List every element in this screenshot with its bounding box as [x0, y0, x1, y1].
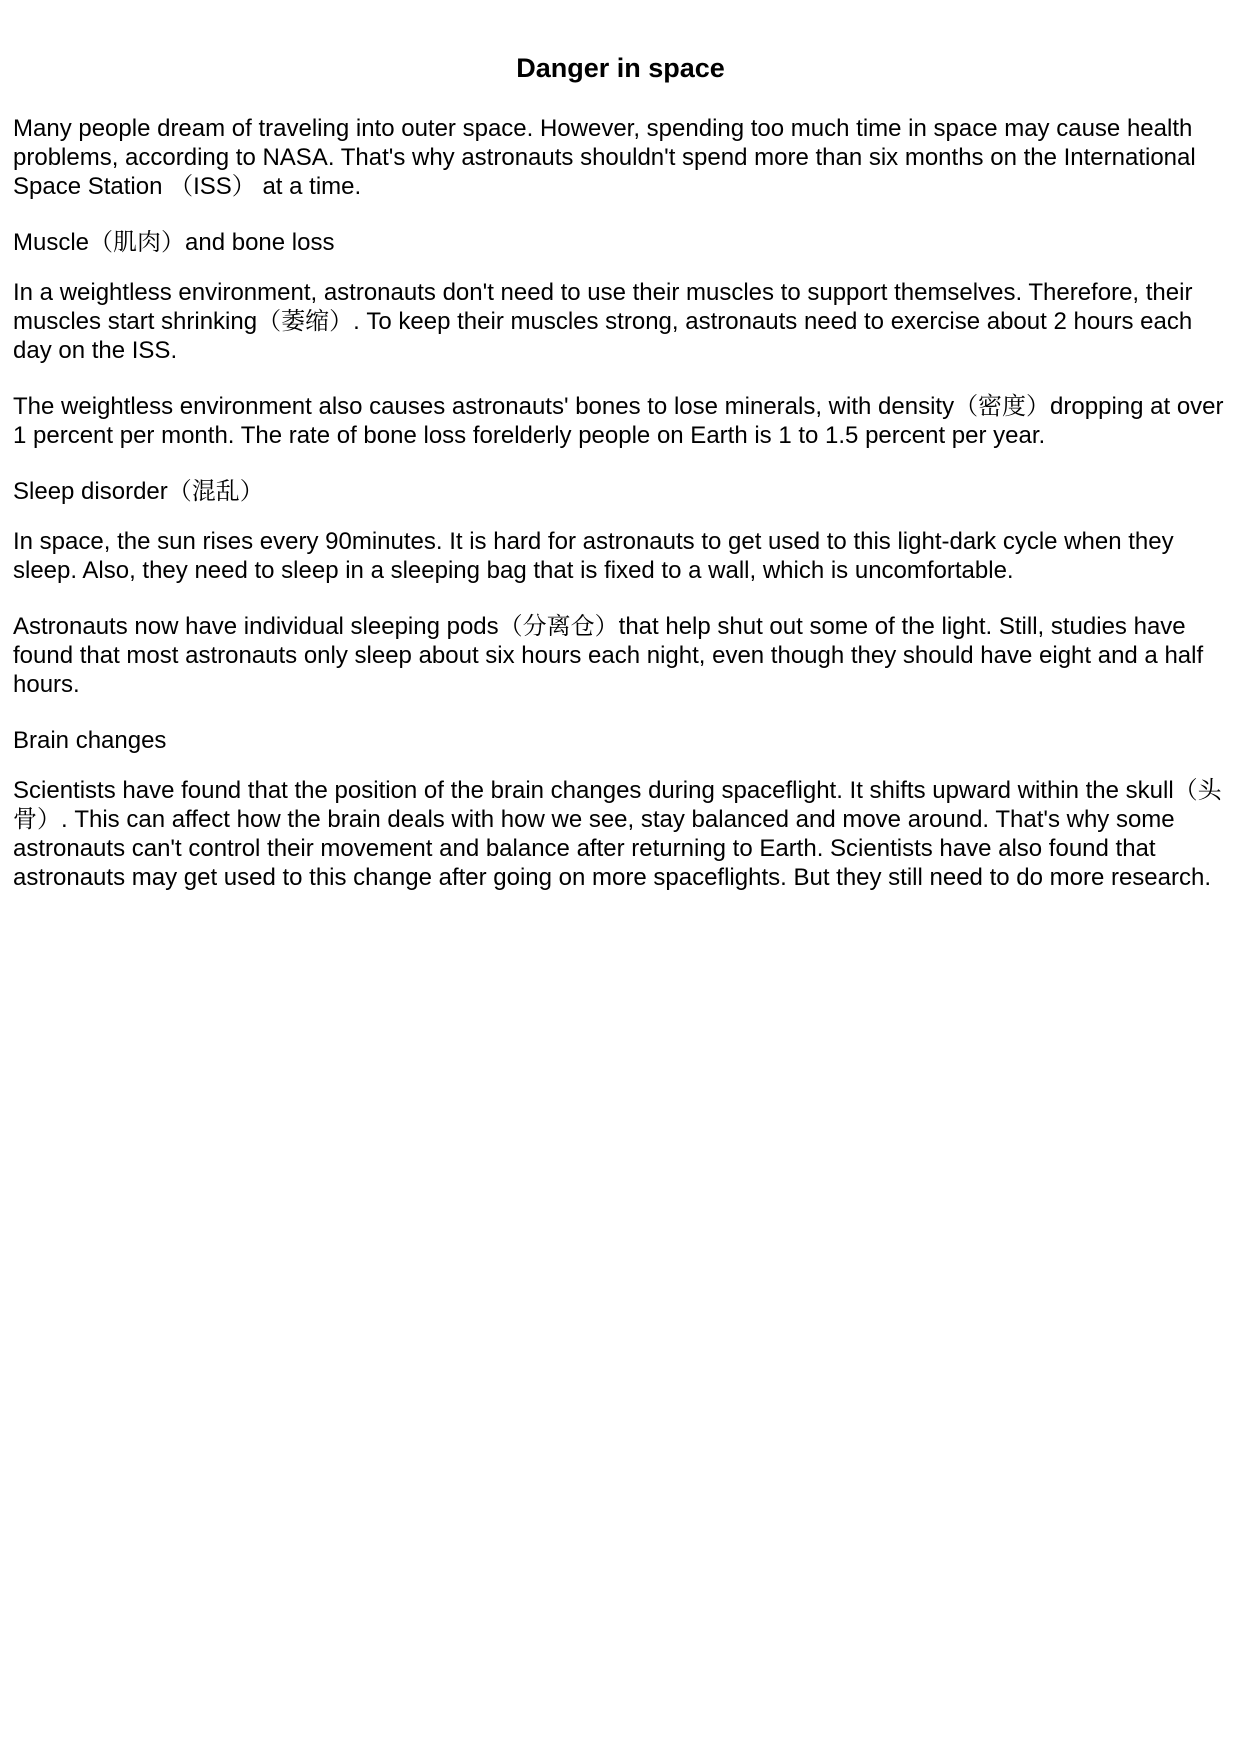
section-paragraph: Scientists have found that the position of the brain changes during spaceflight. It shifts upward within the skull（头骨）. This can affect how the brain deals with how we see, stay balanced and move around. That's why some astronauts can't control their movement and balance after returning to Earth. Scientists have also found that astronauts may get used to this change after going on more spaceflights. But they still need to do more research.: [13, 777, 1222, 891]
section-heading-muscle: Muscle（肌肉）and bone loss: [13, 229, 335, 256]
section-paragraph: The weightless environment also causes astronauts' bones to lose minerals, with density（密度）dropping at over 1 percent per month. The rate of bone loss forelderly people on Earth is 1 to 1.5 percent per year.: [13, 393, 1224, 449]
intro-paragraph: Many people dream of traveling into outer space. However, spending too much time in space may cause health problems, according to NASA. That's why astronauts shouldn't spend more than six months on the International Space Station （ISS） at a time.: [13, 115, 1196, 200]
document-title: Danger in space: [516, 53, 725, 83]
section-paragraph: In a weightless environment, astronauts don't need to use their muscles to support themselves. Therefore, their muscles start shrinking（萎缩）. To keep their muscles strong, astronauts need to exercise about 2 hours each day on the ISS.: [13, 279, 1193, 364]
section-paragraph: In space, the sun rises every 90minutes. It is hard for astronauts to get used to this light-dark cycle when they sleep. Also, they need to sleep in a sleeping bag that is fixed to a wall, which is uncomfortable.: [13, 528, 1174, 584]
section-heading-sleep: Sleep disorder（混乱）: [13, 478, 264, 505]
section-heading-brain: Brain changes: [13, 727, 167, 754]
section-paragraph: Astronauts now have individual sleeping pods（分离仓）that help shut out some of the light. Still, studies have found that most astronauts only sleep about six hours each night, even though they should have eight and a half hours.: [13, 613, 1204, 698]
document-page: [13, 50, 1228, 919]
